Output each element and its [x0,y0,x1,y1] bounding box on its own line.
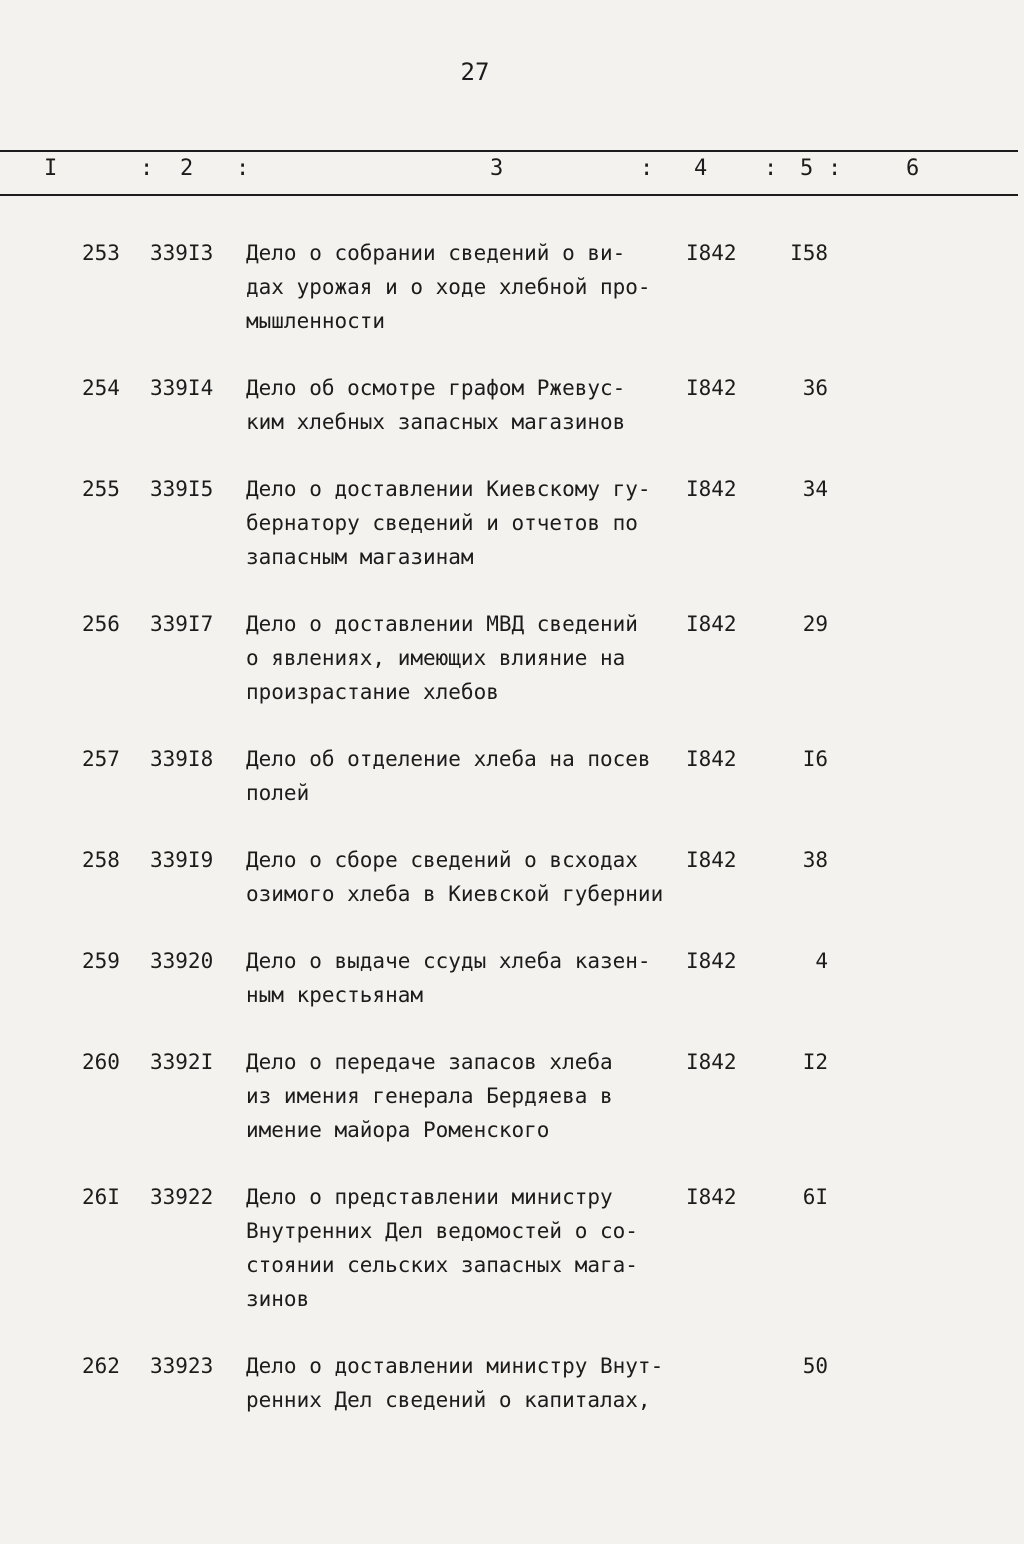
column-header-2: 2 [180,156,194,181]
column-header-6: 6 [906,156,920,181]
record-year: I842 [686,376,737,400]
record-number: 259 [82,949,120,973]
record-number: 256 [82,612,120,636]
description-line: Дело о доставлении министру Внут- [246,1354,664,1378]
record-description [246,742,686,810]
record-number: 258 [82,848,120,872]
record-row [0,236,1018,338]
description-line: запасным магазинам [246,545,474,569]
record-sheets: 29 [802,612,828,636]
record-row [0,843,1018,911]
record-row [0,1349,1018,1417]
description-line: Дело о представлении министру [246,1185,613,1209]
record-description [246,472,686,574]
record-row [0,472,1018,574]
description-line: Дело об осмотре графом Ржевус- [246,376,626,400]
record-row [0,742,1018,810]
description-line: Дело о доставлении Киевскому гу- [246,477,651,501]
description-line: Внутренних Дел ведомостей о со- [246,1219,638,1243]
record-code: 3392I [150,1050,214,1074]
record-row [0,1045,1018,1147]
description-line: Дело об отделение хлеба на посев [246,747,651,771]
description-line: о явлениях, имеющих влияние на [246,646,626,670]
record-year: I842 [686,241,737,265]
record-description [246,607,686,709]
description-line: ным крестьянам [246,983,424,1007]
record-code: 33922 [150,1185,214,1209]
record-code: 339I9 [150,848,214,872]
description-line: Дело о выдаче ссуды хлеба казен- [246,949,651,973]
description-line: бернатору сведений и отчетов по [246,511,638,535]
record-code: 339I3 [150,241,214,265]
record-year: I842 [686,848,737,872]
column-separator: : [764,156,778,181]
column-header-3: 3 [490,156,504,181]
record-year: I842 [686,1185,737,1209]
description-line: имение майора Роменского [246,1118,550,1142]
record-description [246,1180,686,1316]
record-year: I842 [686,1050,737,1074]
description-line: полей [246,781,310,805]
records-list [0,236,1018,1450]
record-sheets: 6I [802,1185,828,1209]
record-description [246,1045,686,1147]
record-year: I842 [686,612,737,636]
column-header-4: 4 [694,156,708,181]
record-description [246,843,686,911]
description-line: Дело о передаче запасов хлеба [246,1050,613,1074]
description-line: ким хлебных запасных магазинов [246,410,626,434]
column-separator: : [828,156,842,181]
column-separator: : [140,156,154,181]
record-number: 254 [82,376,120,400]
record-description [246,1349,686,1417]
description-line: Дело о собрании сведений о ви- [246,241,626,265]
description-line: Дело о сборе сведений о всходах [246,848,638,872]
record-year: I842 [686,949,737,973]
description-line: ренних Дел сведений о капиталах, [246,1388,651,1412]
header-rule-bottom [0,194,1018,196]
record-code: 339I7 [150,612,214,636]
description-line: произрастание хлебов [246,680,499,704]
record-row [0,1180,1018,1316]
record-row [0,607,1018,709]
record-sheets: 34 [802,477,828,501]
column-header-row [0,154,1018,188]
description-line: из имения генерала Бердяева в [246,1084,613,1108]
record-number: 255 [82,477,120,501]
record-sheets: I6 [802,747,828,771]
record-sheets: 50 [802,1354,828,1378]
description-line: дах урожая и о ходе хлебной про- [246,275,651,299]
record-number: 253 [82,241,120,265]
record-code: 33920 [150,949,214,973]
description-line: озимого хлеба в Киевской губернии [246,882,664,906]
description-line: зинов [246,1287,310,1311]
record-code: 339I5 [150,477,214,501]
description-line: мышленности [246,309,386,333]
description-line: стоянии сельских запасных мага- [246,1253,638,1277]
column-separator: : [640,156,654,181]
record-description [246,236,686,338]
record-year: I842 [686,747,737,771]
record-sheets: 4 [815,949,828,973]
page-number: 27 [460,58,490,86]
record-sheets: I58 [790,241,828,265]
record-number: 260 [82,1050,120,1074]
record-description [246,944,686,1012]
description-line: Дело о доставлении МВД сведений [246,612,638,636]
record-number: 262 [82,1354,120,1378]
record-sheets: I2 [802,1050,828,1074]
record-sheets: 38 [802,848,828,872]
column-header-1: I [44,156,58,181]
record-row [0,944,1018,1012]
record-code: 33923 [150,1354,214,1378]
record-code: 339I4 [150,376,214,400]
record-number: 257 [82,747,120,771]
column-separator: : [236,156,250,181]
record-year: I842 [686,477,737,501]
header-rule-top [0,150,1018,152]
record-code: 339I8 [150,747,214,771]
column-header-5: 5 [800,156,814,181]
record-row [0,371,1018,439]
record-sheets: 36 [802,376,828,400]
record-description [246,371,686,439]
record-number: 26I [82,1185,120,1209]
